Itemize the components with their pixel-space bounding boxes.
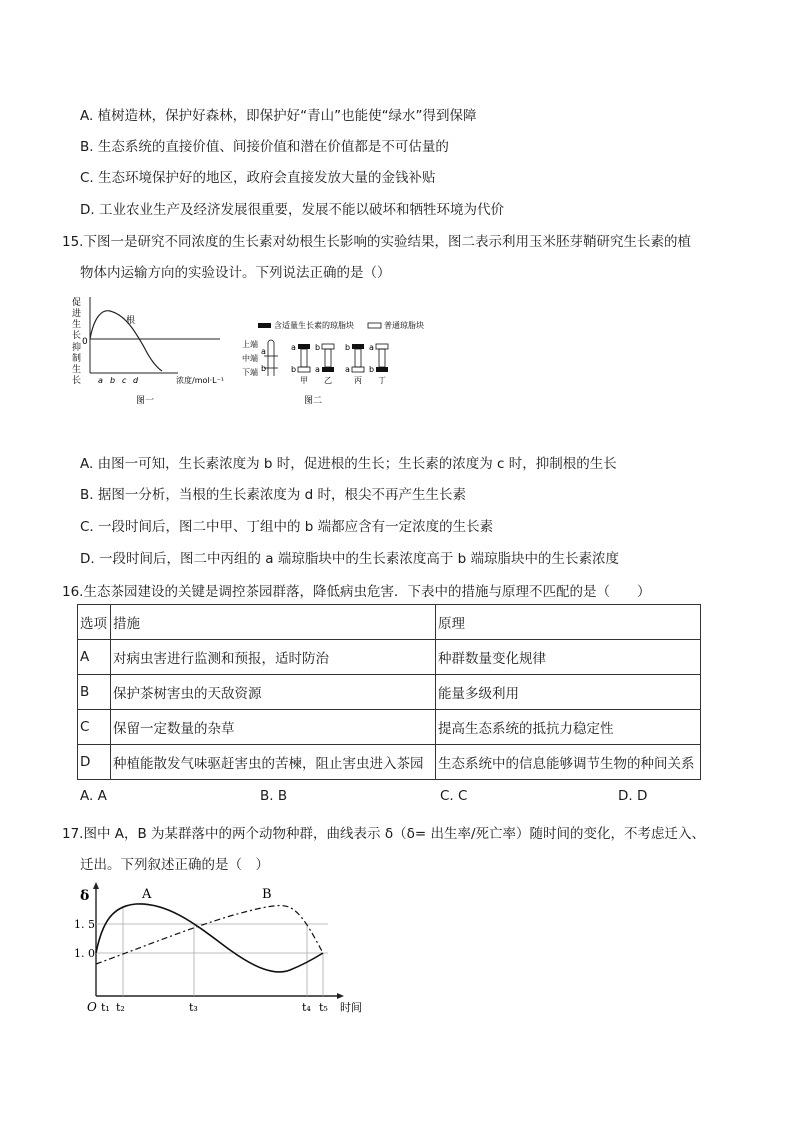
fig2-group-yi <box>315 343 334 374</box>
fig2-legend-empty: 普通琼脂块 <box>384 321 424 330</box>
row-measure: 对病虫害进行监测和预报，适时防治 <box>111 640 436 675</box>
q17-delta-chart <box>70 878 380 1018</box>
fig1-ylabel-bottom-1: 制 <box>72 354 82 364</box>
fig1-curve-label: 根 <box>126 316 136 326</box>
q17-xtick-t2: t₂ <box>116 1001 125 1014</box>
fig1-ylabel-bottom-0: 抑 <box>72 343 82 353</box>
fig2-legend-filled: 含适量生长素的琼脂块 <box>274 321 354 330</box>
fig2-group-ding <box>369 343 388 374</box>
row-measure: 种植能散发气味驱赶害虫的苦楝，阻止害虫进入茶园 <box>111 745 436 780</box>
fig2-group-label-bing: 丙 <box>354 376 362 385</box>
fig2-group-label-ding: 丁 <box>378 376 386 385</box>
svg-text:b: b <box>315 343 321 352</box>
svg-text:a: a <box>369 343 374 352</box>
q15-stem-line2: 物体内运输方向的实验设计。下列说法正确的是（） <box>80 265 391 281</box>
measures-principles-table <box>77 604 701 780</box>
q14-option-b: B. 生态系统的直接价值、间接价值和潜在价值都是不可估量的 <box>80 139 449 155</box>
q17-stem-line2: 迁出。下列叙述正确的是（ ） <box>80 857 269 873</box>
table-row <box>78 675 701 710</box>
q15-option-d: D. 一段时间后，图二中丙组的 a 端琼脂块中的生长素浓度高于 b 端琼脂块中的生长素浓度 <box>80 551 619 567</box>
fig2-label-b: b <box>261 364 267 373</box>
q15-option-b: B. 据图一分析，当根的生长素浓度为 d 时，根尖不再产生生长素 <box>80 487 466 503</box>
q14-option-d: D. 工业农业生产及经济发展很重要，发展不能以破坏和牺牲环境为代价 <box>80 202 504 218</box>
fig1-tick-a: a <box>98 376 103 385</box>
fig1-xlabel: 浓度/mol·L⁻¹ <box>176 376 225 385</box>
q15-option-a: A. 由图一可知，生长素浓度为 b 时，促进根的生长；生长素的浓度为 c 时，抑制根的生长 <box>80 456 617 472</box>
q14-option-a: A. 植树造林，保护好森林，即保护好“青山”也能使“绿水”得到保障 <box>80 108 477 124</box>
q17-ylabel: δ <box>80 888 90 904</box>
fig1-ylabel-top-2: 生 <box>72 320 82 330</box>
fig1-tick-b: b <box>110 376 116 385</box>
fig1-ylabel-top-1: 进 <box>72 309 82 319</box>
q17-stem-line1: 17.图中 A，B 为某群落中的两个动物种群，曲线表示 δ（δ= 出生率/死亡率）随时间的变化，不考虑迁入、 <box>62 826 706 842</box>
q17-curve-a <box>96 904 323 972</box>
table-header-row <box>78 605 701 640</box>
fig2-group-bing <box>345 343 364 374</box>
q17-xlabel: 时间 <box>340 1001 362 1014</box>
svg-text:b: b <box>369 365 375 374</box>
row-measure: 保留一定数量的杂草 <box>111 710 436 745</box>
figure-2-coleoptile-experiment <box>240 316 490 408</box>
fig1-ylabel-bottom-2: 生 <box>72 365 82 375</box>
fig2-caption: 图二 <box>304 396 323 406</box>
fig2-label-a: a <box>261 347 266 356</box>
svg-text:a: a <box>345 365 350 374</box>
q16-answer-c: C. C <box>440 788 468 804</box>
fig1-caption: 图一 <box>136 396 155 406</box>
fig2-group-label-yi: 乙 <box>324 376 332 385</box>
fig1-zero: 0 <box>82 337 88 347</box>
q17-ytick-1-0: 1. 0 <box>74 947 95 960</box>
figure-1-growth-curve <box>68 293 246 408</box>
fig1-tick-d: d <box>133 376 139 385</box>
row-principle: 提高生态系统的抵抗力稳定性 <box>436 710 701 745</box>
q16-stem: 16.生态茶园建设的关键是调控茶园群落，降低病虫危害．下表中的措施与原理不匹配的是（ ） <box>62 584 651 600</box>
fig1-tick-c: c <box>122 376 127 385</box>
q17-curve-label-b: B <box>262 887 272 902</box>
q17-curve-label-a: A <box>142 887 152 902</box>
row-principle: 生态系统中的信息能够调节生物的种间关系 <box>436 745 701 780</box>
q17-xtick-t5: t₅ <box>319 1001 328 1014</box>
q17-xtick-t3: t₃ <box>189 1001 198 1014</box>
row-principle: 能量多级利用 <box>436 675 701 710</box>
svg-text:a: a <box>291 343 296 352</box>
q16-answer-d: D. D <box>618 788 648 804</box>
row-option: C <box>78 710 111 745</box>
q15-stem-line1: 15.下图一是研究不同浓度的生长素对幼根生长影响的实验结果，图二表示利用玉米胚芽鞘研究生长素的植 <box>62 234 691 250</box>
row-option: D <box>78 745 111 780</box>
svg-text:a: a <box>315 365 320 374</box>
q16-answer-a: A. A <box>80 788 107 804</box>
svg-text:b: b <box>345 343 351 352</box>
q15-option-c: C. 一段时间后，图二中甲、丁组中的 b 端都应含有一定浓度的生长素 <box>80 519 494 535</box>
fig2-group-jia <box>291 343 310 374</box>
q17-origin: O <box>87 1000 97 1014</box>
svg-text:b: b <box>291 365 297 374</box>
fig2-group-label-jia: 甲 <box>300 376 308 385</box>
q17-xtick-t1: t₁ <box>101 1001 110 1014</box>
row-option: A <box>78 640 111 675</box>
fig1-ylabel-top-3: 长 <box>72 331 82 341</box>
fig1-ylabel-top-0: 促 <box>72 298 82 308</box>
header-measure: 措施 <box>111 605 436 640</box>
q17-ytick-1-5: 1. 5 <box>74 918 95 931</box>
fig1-ylabel-bottom-3: 长 <box>72 376 82 386</box>
table-row <box>78 640 701 675</box>
header-principle: 原理 <box>436 605 701 640</box>
table-row <box>78 745 701 780</box>
row-measure: 保护茶树害虫的天敌资源 <box>111 675 436 710</box>
row-principle: 种群数量变化规律 <box>436 640 701 675</box>
header-option: 选项 <box>78 605 111 640</box>
table-row <box>78 710 701 745</box>
row-option: B <box>78 675 111 710</box>
fig2-label-lower: 下端 <box>242 368 258 377</box>
fig2-label-middle: 中端 <box>242 354 258 363</box>
q17-xtick-t4: t₄ <box>302 1001 311 1014</box>
q16-answer-b: B. B <box>260 788 288 804</box>
fig2-label-upper: 上端 <box>242 340 258 349</box>
q14-option-c: C. 生态环境保护好的地区，政府会直接发放大量的金钱补贴 <box>80 170 436 186</box>
